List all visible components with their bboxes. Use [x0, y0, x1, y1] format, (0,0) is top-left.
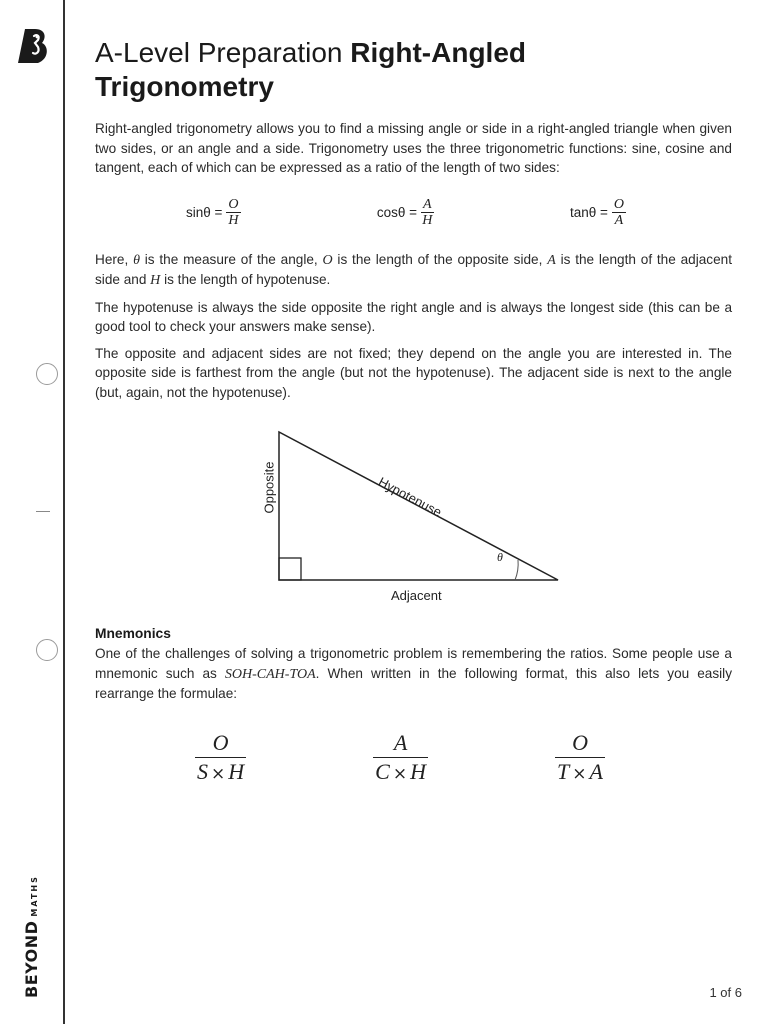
fraction-denominator: H: [422, 212, 433, 228]
formula-triangles: [195, 730, 605, 787]
left-factor: T: [557, 758, 570, 784]
fraction-numerator: O: [555, 730, 605, 758]
punch-hole: [36, 363, 58, 385]
hypotenuse-label: Hypotenuse: [375, 474, 445, 520]
mnemonics-heading: Mnemonics: [95, 626, 171, 641]
brand-subtitle: MATHS: [30, 875, 39, 917]
right-factor: A: [589, 758, 603, 784]
fraction: [612, 198, 626, 228]
angle-label: θ: [497, 550, 503, 564]
fraction-numerator: O: [195, 730, 246, 758]
brand-name: BEYOND: [22, 920, 41, 998]
beyond-logo-icon: [16, 27, 52, 65]
fraction-denominator: [195, 758, 246, 787]
page-title: [95, 36, 732, 104]
fraction-numerator: O: [613, 196, 624, 212]
angle-arc: [515, 560, 518, 580]
text-run: Here,: [95, 251, 134, 267]
brand-wordmark: [22, 875, 42, 998]
title-bold-line2: Trigonometry: [95, 71, 274, 102]
text-run: is the length of hypotenuse.: [160, 272, 331, 287]
fraction-numerator: O: [228, 196, 239, 212]
times-symbol: ×: [211, 763, 226, 784]
triangle-figure: [95, 412, 732, 612]
punch-hole: [36, 639, 58, 661]
title-prefix: A-Level Preparation: [95, 37, 351, 68]
fraction-numerator: A: [423, 196, 432, 212]
intro-paragraph: Right-angled trigonometry allows you to find a missing angle or side in a right-angled triangle when given two sides, or an angle and a side. Trigonometry uses the three trigonometric functions: sine, cosine and tangent, each of which can be expressed as a ratio of the length of two sides:: [95, 121, 732, 175]
page-number: 1 of 6: [709, 985, 742, 1000]
text-run: . When written in the following format, this also lets you easily rearrange the formulae:: [95, 665, 733, 701]
fraction-numerator: A: [373, 730, 428, 758]
sides-paragraph: The opposite and adjacent sides are not fixed; they depend on the angle you are interested in. The opposite side is farthest from the angle (but not the hypotenuse). The adjacent side is next to the angle (but, again, not the hypotenuse).: [95, 345, 732, 400]
right-angle-marker: [279, 558, 301, 580]
mnemonic-term: SOH-CAH-TOA: [224, 666, 316, 682]
adjacent-symbol: A: [547, 252, 556, 268]
document-body: [95, 36, 732, 787]
hypotenuse-paragraph: The hypotenuse is always the side opposite the right angle and is always the longest side (this can be a good tool to check your answers make sense).: [95, 299, 732, 334]
tangent-equation: [570, 198, 626, 228]
right-factor: H: [410, 758, 426, 784]
fraction: [421, 198, 434, 228]
mnemonics-paragraph: [95, 644, 732, 704]
soh-fraction: [195, 730, 246, 787]
times-symbol: ×: [572, 763, 587, 784]
sine-equation: [186, 198, 241, 228]
equation-lhs: cosθ =: [376, 205, 418, 220]
opposite-label: Opposite: [261, 461, 277, 514]
fraction-denominator: H: [228, 212, 239, 228]
times-symbol: ×: [392, 763, 408, 784]
left-factor: C: [375, 758, 390, 784]
cah-fraction: [373, 730, 428, 787]
fold-mark: [36, 511, 50, 512]
adjacent-label: Adjacent: [391, 588, 442, 603]
title-bold-line1: Right-Angled: [350, 37, 527, 68]
equation-lhs: tanθ =: [569, 205, 608, 220]
right-factor: H: [228, 758, 245, 784]
triangle-diagram: [95, 412, 732, 612]
cosine-equation: [377, 198, 434, 228]
text-run: is the length of the opposite side,: [332, 251, 548, 267]
text-run: is the length of the adjacent side and: [95, 251, 733, 287]
symbol-definitions: [95, 250, 732, 291]
equation-lhs: sinθ =: [186, 205, 223, 220]
fraction-denominator: [555, 758, 605, 787]
fraction: [226, 198, 240, 228]
opposite-symbol: O: [322, 252, 333, 268]
toa-fraction: [555, 730, 605, 787]
hypotenuse-symbol: H: [150, 273, 161, 288]
theta-symbol: θ: [133, 252, 140, 268]
trig-ratio-equations: [186, 198, 626, 228]
text-run: is the measure of the angle,: [139, 251, 323, 267]
left-factor: S: [197, 758, 208, 784]
fraction-denominator: A: [614, 212, 624, 228]
text-run: One of the challenges of solving a trigonometric problem is remembering the ratios. Some people use a mnemonic such as: [95, 646, 732, 681]
margin-rule: [63, 0, 65, 1024]
fraction-denominator: [373, 758, 428, 787]
